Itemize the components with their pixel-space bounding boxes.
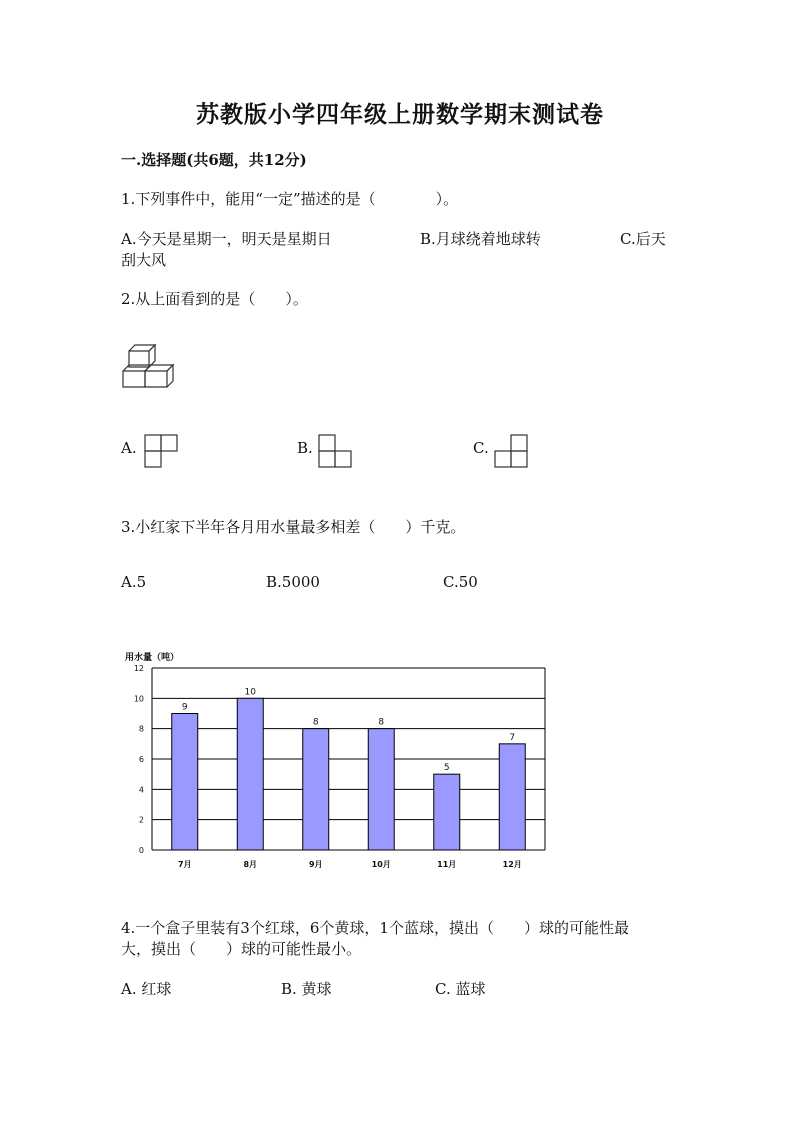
- water-usage-chart: [115, 648, 555, 873]
- question-4-option-b: B. 黄球: [281, 980, 332, 998]
- option-a-shape: [144, 434, 178, 468]
- x-tick-label: 7月: [177, 860, 192, 869]
- question-1-option-c-wrap: 刮大风: [121, 251, 167, 269]
- y-tick-label: 4: [138, 785, 144, 795]
- y-tick-label: 2: [138, 815, 144, 825]
- option-b-shape: [318, 434, 352, 468]
- question-1-text: 1.下列事件中，能用“一定”描述的是（ ）。: [121, 190, 459, 208]
- data-label: 8: [312, 717, 319, 728]
- question-1-option-c: C.后天: [620, 230, 666, 248]
- question-3-option-c: C.50: [443, 573, 478, 591]
- question-3-option-b: B.5000: [266, 573, 320, 591]
- y-tick-label: 6: [138, 755, 144, 764]
- data-label: 5: [443, 763, 450, 774]
- question-1-option-a: A.今天是星期一，明天是星期日: [121, 230, 332, 248]
- section-heading: 一.选择题(共6题，共12分): [121, 151, 307, 169]
- cube-stack-figure: [121, 343, 181, 393]
- data-label: 9: [181, 702, 188, 713]
- y-tick-label: 10: [133, 694, 144, 704]
- y-tick-label: 12: [133, 664, 144, 673]
- bar: [172, 714, 198, 851]
- bar: [237, 698, 263, 850]
- question-3-text: 3.小红家下半年各月用水量最多相差（ ）千克。: [121, 518, 466, 536]
- page-title: 苏教版小学四年级上册数学期末测试卷: [196, 101, 604, 128]
- bar: [499, 744, 525, 850]
- question-2-option-a: A.: [121, 439, 137, 457]
- x-tick-label: 10月: [371, 860, 391, 869]
- question-3-option-a: A.5: [121, 573, 147, 591]
- bar: [434, 774, 460, 850]
- bar: [303, 729, 329, 850]
- x-tick-label: 11月: [437, 860, 457, 869]
- data-label: 7: [509, 732, 516, 743]
- question-1-option-b: B.月球绕着地球转: [420, 230, 541, 248]
- question-4-text-line2: 大，摸出（ ）球的可能性最小。: [121, 940, 362, 958]
- question-2-option-b: B.: [297, 439, 313, 457]
- bar: [368, 729, 394, 850]
- question-4-option-c: C. 蓝球: [435, 980, 486, 998]
- y-axis-label: 用水量（吨）: [125, 653, 180, 663]
- option-c-shape: [494, 434, 528, 468]
- x-tick-label: 8月: [243, 860, 258, 869]
- y-tick-label: 0: [138, 846, 144, 855]
- question-2-option-c: C.: [473, 439, 489, 457]
- data-label: 10: [244, 687, 256, 698]
- x-tick-label: 12月: [502, 860, 522, 869]
- y-tick-label: 8: [138, 724, 144, 734]
- x-tick-label: 9月: [308, 860, 323, 869]
- question-4-text-line1: 4.一个盒子里装有3个红球，6个黄球，1个蓝球，摸出（ ）球的可能性最: [121, 919, 629, 937]
- question-4-option-a: A. 红球: [121, 980, 172, 998]
- question-2-text: 2.从上面看到的是（ ）。: [121, 290, 308, 308]
- data-label: 8: [378, 717, 385, 728]
